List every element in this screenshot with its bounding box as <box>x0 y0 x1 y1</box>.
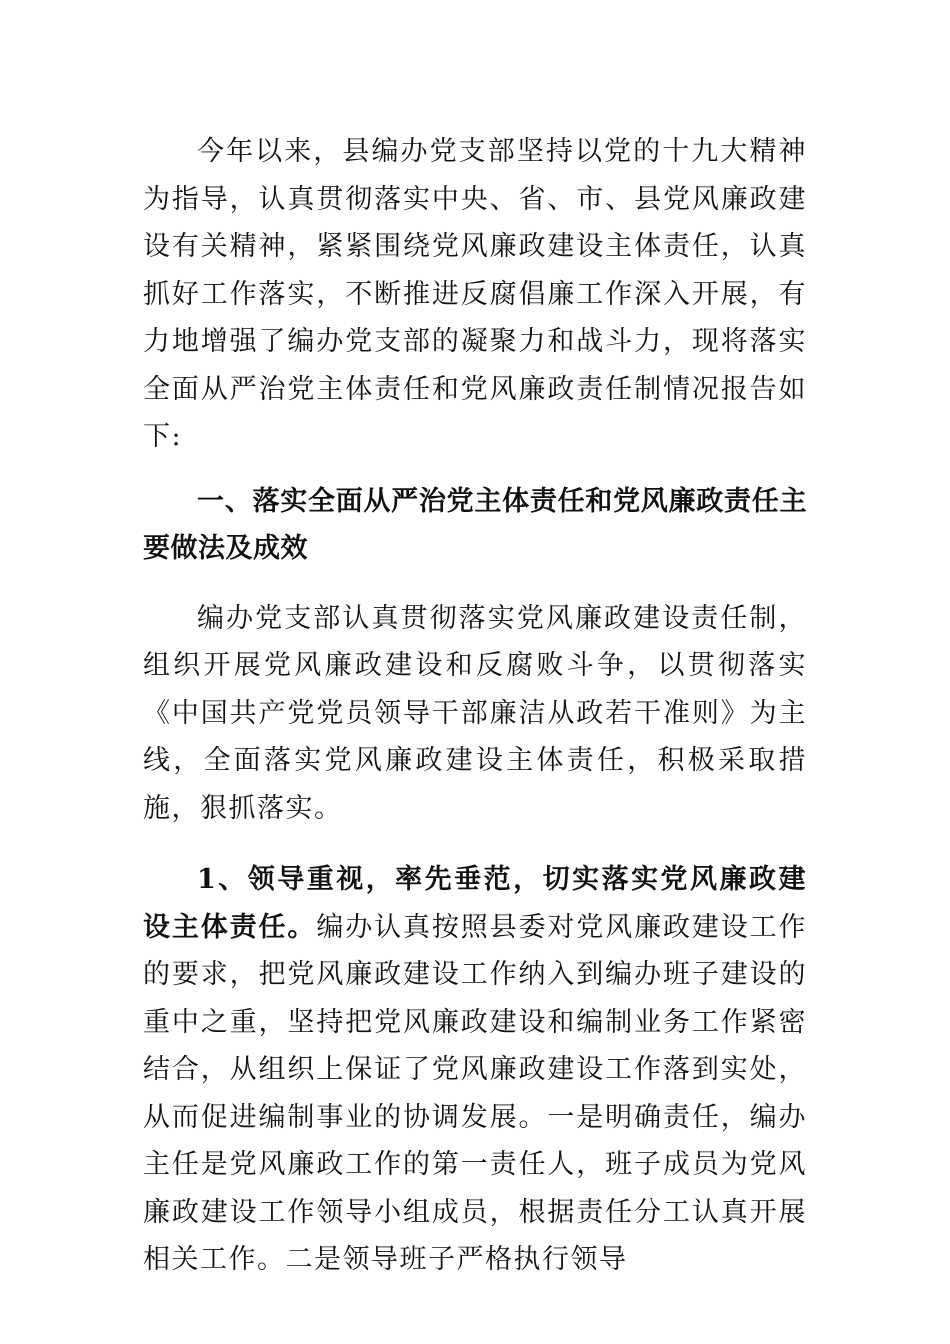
section-heading: 一、落实全面从严治党主体责任和党风廉政责任主要做法及成效 <box>143 485 807 564</box>
section-paragraph: 编办党支部认真贯彻落实党风廉政建设责任制，组织开展党风廉政建设和反腐败斗争，以贯彻落实《中国共产党党员领导干部廉洁从政若干准则》为主线，全面落实党风廉政建设主体责任，积极采取措施，狠抓落实。 <box>143 602 807 824</box>
item-paragraph <box>143 856 807 1284</box>
intro-paragraph: 今年以来，县编办党支部坚持以党的十九大精神为指导，认真贯彻落实中央、省、市、县党风廉政建设有关精神，紧紧围绕党风廉政建设主体责任，认真抓好工作落实，不断推进反腐倡廉工作深入开展，有力地增强了编办党支部的凝聚力和战斗力，现将落实全面从严治党主体责任和党风廉政责任制情况报告如下: <box>143 136 807 452</box>
item-body: 编办认真按照县委对党风廉政建设工作的要求，把党风廉政建设工作纳入到编办班子建设的重中之重，坚持把党风廉政建设和编制业务工作紧密结合，从组织上保证了党风廉政建设工作落到实处，从而促进编制事业的协调发展。一是明确责任，编办主任是党风廉政工作的第一责任人，班子成员为党风廉政建设工作领导小组成员，根据责任分工认真开展相关工作。二是领导班子严格执行领导 <box>143 911 808 1275</box>
item-lead: 1、领导重视，率先垂范，切实落实党风廉政建设主体责任。 <box>143 864 807 943</box>
document-body <box>143 128 807 1284</box>
